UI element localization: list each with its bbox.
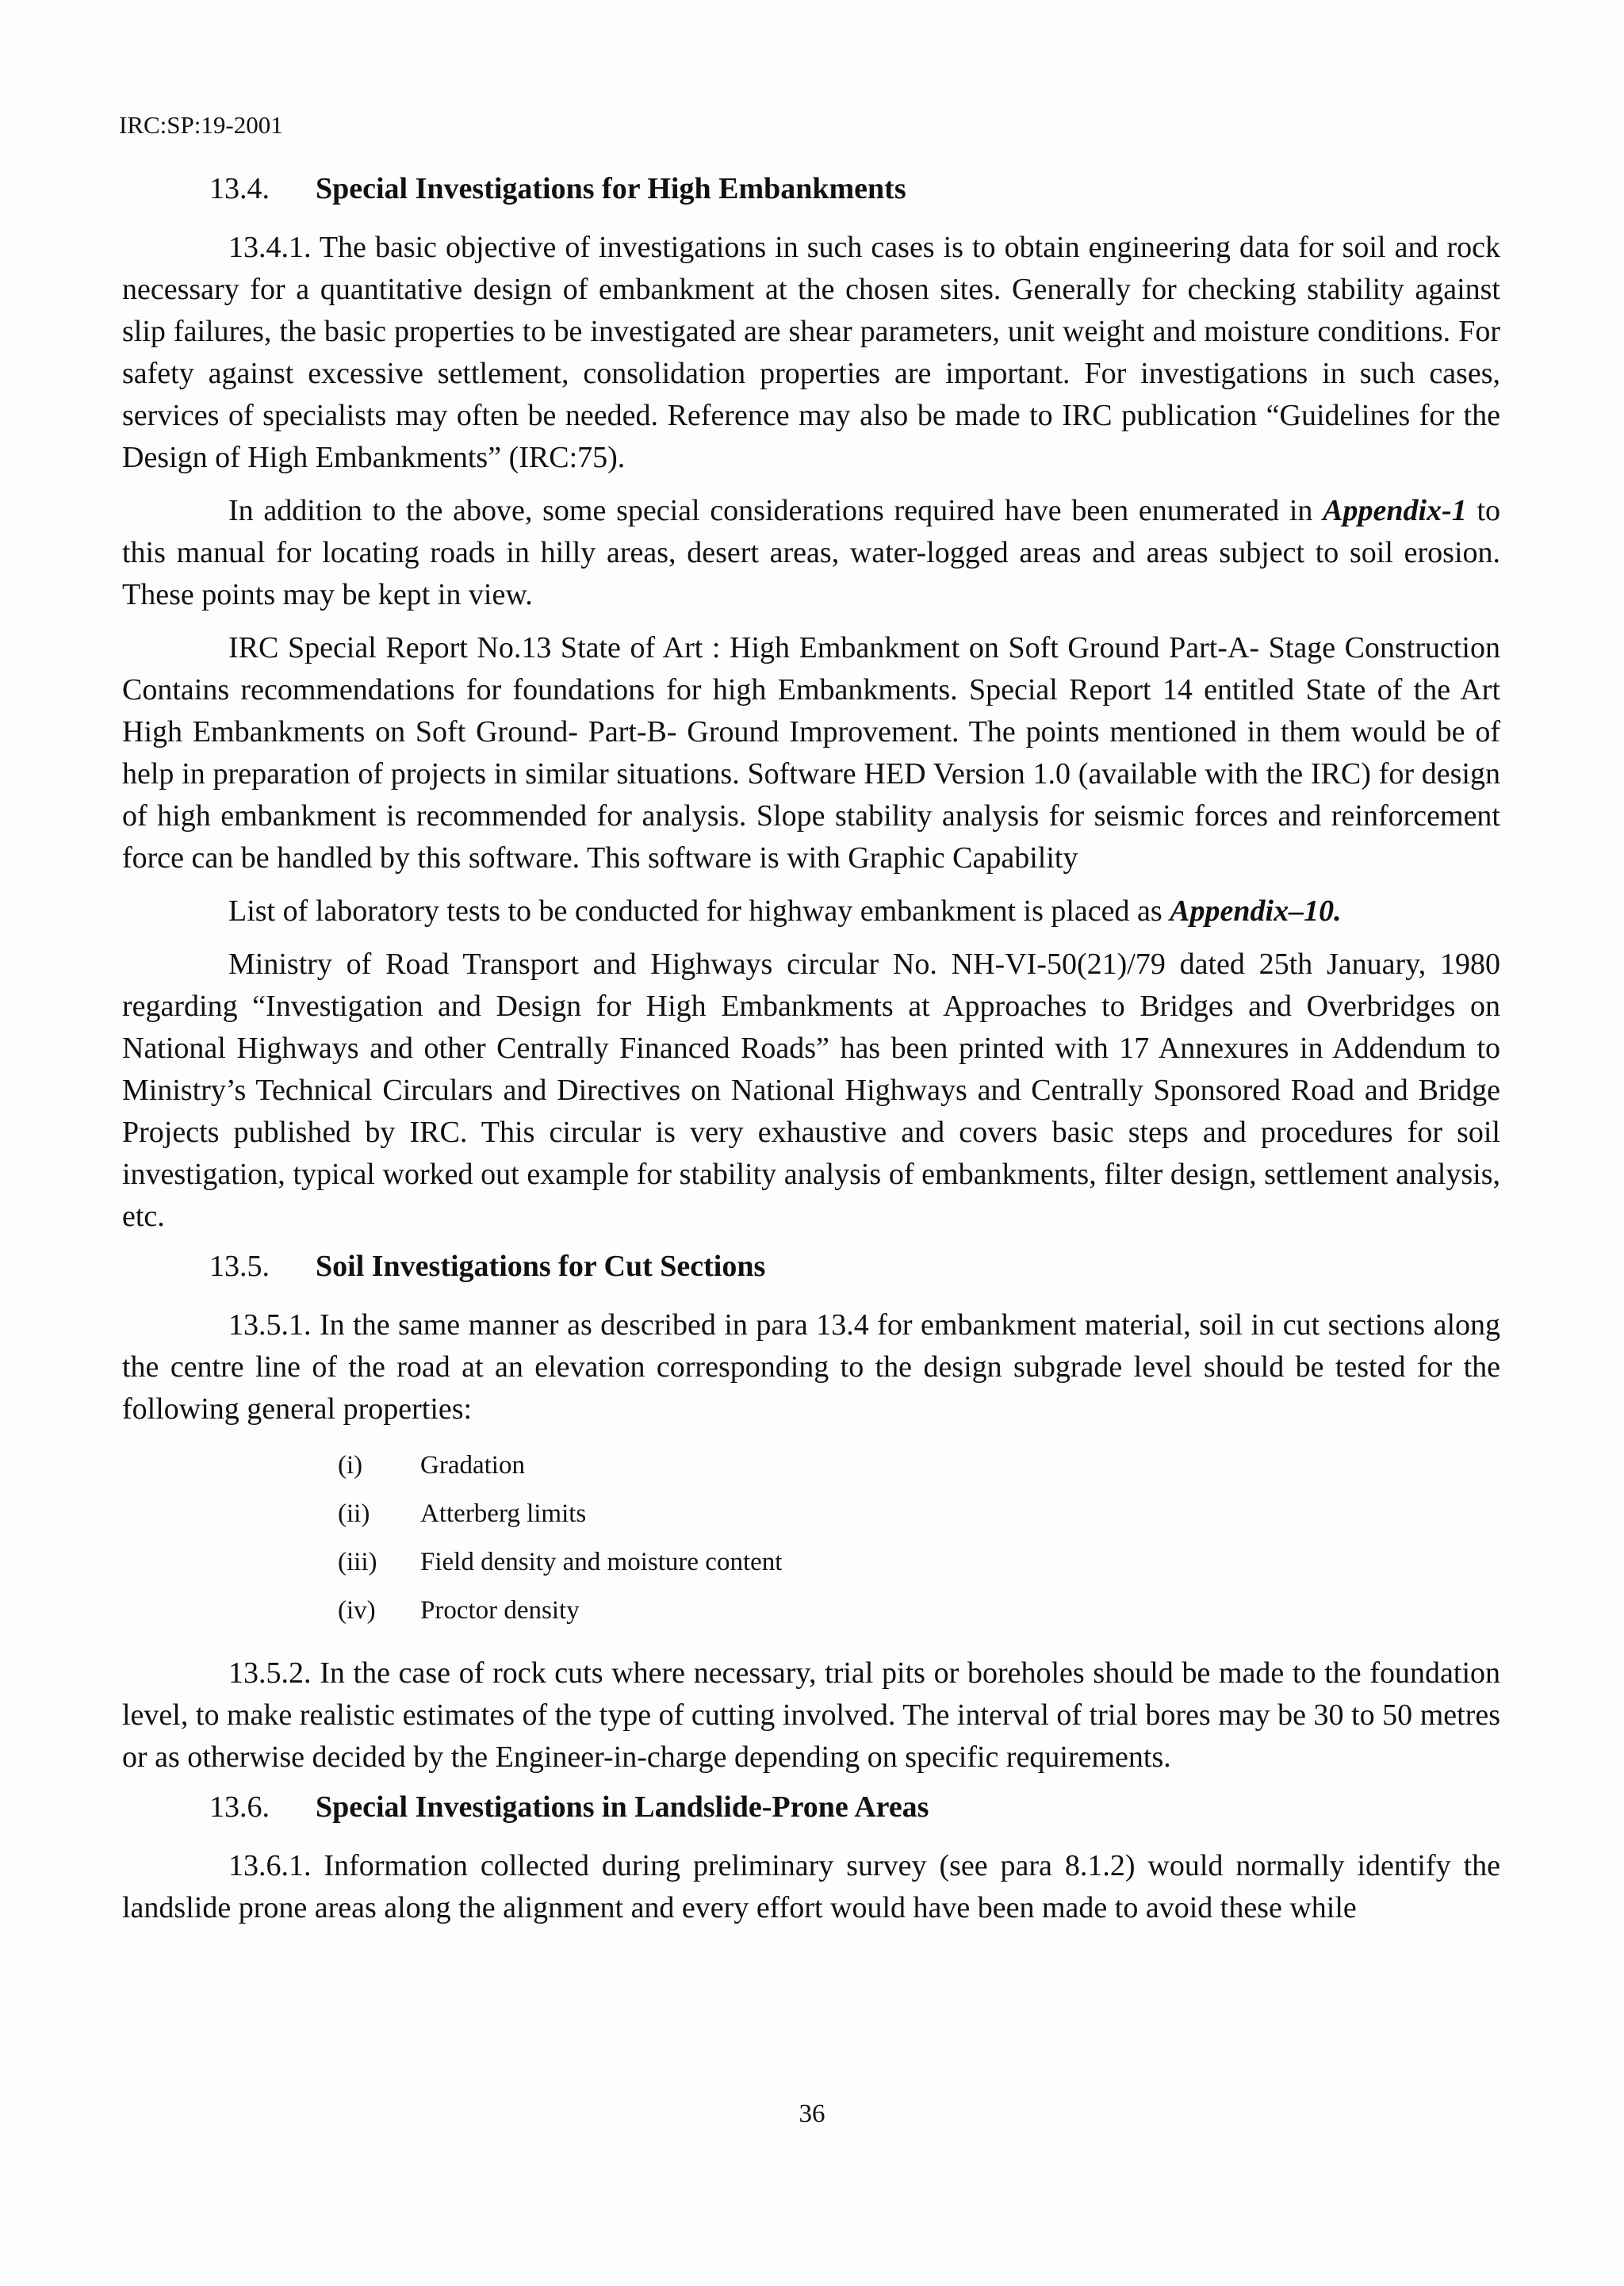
list-marker: (iv) (338, 1596, 376, 1625)
section-number: 13.4. (209, 172, 270, 205)
list-marker: (i) (338, 1451, 363, 1480)
paragraph-text: to this manual for locating roads in hilly areas, desert areas, water-logged areas and areas subject to soil erosion. These points may be kept in view. (122, 494, 1501, 611)
section-number: 13.5. (209, 1250, 270, 1283)
section-heading-13-5 (122, 1249, 1500, 1284)
paragraph-13-5-2: 13.5.2. In the case of rock cuts where necessary, trial pits or boreholes should be made to the foundation level, to make realistic estimates of the type of cutting involved. The interval of trial bores may be 30 to 50 metres or as otherwise decided by the Engineer-in-charge depending on specific requirements. (122, 1656, 1500, 1774)
section-title: Soil Investigations for Cut Sections (316, 1250, 766, 1283)
paragraph-special-report: IRC Special Report No.13 State of Art : High Embankment on Soft Ground Part-A- Stage Construction Contains recommendations for foundations for high Embankments. Special Report 14 entitled State of the Art High Embankments on Soft Ground- Part-B- Ground Improvement. The points mentioned in them would be of help in preparation of projects in similar situations. Software HED Version 1.0 (available with the IRC) for design of high embankment is recommended for analysis. Slope stability analysis for seismic forces and reinforcement force can be handled by this software. This software is with Graphic Capability (122, 631, 1500, 875)
paragraph-13-6-1: 13.6.1. Information collected during preliminary survey (see para 8.1.2) would normally identify the landslide prone areas along the alignment and every effort would have been made to avoid these while (122, 1849, 1500, 1924)
list-marker: (iii) (338, 1548, 377, 1576)
paragraph-13-5-1: 13.5.1. In the same manner as described in para 13.4 for embankment material, soil in cut sections along the centre line of the road at an elevation corresponding to the design subgrade level should be tested for the following general properties: (122, 1308, 1500, 1426)
list-item (338, 1538, 1500, 1587)
page-number: 36 (799, 2100, 825, 2128)
paragraph-lab-tests (122, 890, 1500, 932)
paragraph-text: List of laboratory tests to be conducted for highway embankment is placed as (228, 894, 1170, 928)
paragraph-ministry-circular: Ministry of Road Transport and Highways circular No. NH-VI-50(21)/79 dated 25th January, 1980 regarding “Investigation and Design for High Embankments at Approaches to Bridges and Overbridges on National Highways and other Centrally Financed Roads” has been printed with 17 Annexures in Addendum to Ministry’s Technical Circulars and Directives on National Highways and Centrally Sponsored Road and Bridge Projects published by IRC. This circular is very exhaustive and covers basic steps and procedures for soil investigation, typical worked out example for stability analysis of embankments, filter design, settlement analysis, etc. (122, 948, 1500, 1233)
list-item-text: Atterberg limits (420, 1499, 587, 1528)
appendix-1-reference: Appendix-1 (1323, 494, 1467, 527)
section-title: Special Investigations in Landslide-Prone Areas (316, 1790, 929, 1824)
section-number: 13.6. (209, 1790, 270, 1824)
paragraph-text: In addition to the above, some special considerations required have been enumerated in (228, 494, 1323, 527)
section-heading-13-6 (122, 1790, 1500, 1825)
paragraph-13-4-1: 13.4.1. The basic objective of investigations in such cases is to obtain engineering data for soil and rock necessary for a quantitative design of embankment at the chosen sites. Generally for checking stability against slip failures, the basic properties to be investigated are shear parameters, unit weight and moisture conditions. For safety against excessive settlement, consolidation properties are important. For investigations in such cases, services of specialists may often be needed. Reference may also be made to IRC publication “Guidelines for the Design of High Embankments” (IRC:75). (122, 231, 1500, 474)
list-item-text: Proctor density (420, 1596, 580, 1625)
list-item (338, 1442, 1500, 1490)
list-marker: (ii) (338, 1499, 370, 1528)
list-item (338, 1587, 1500, 1635)
section-title: Special Investigations for High Embankments (316, 172, 906, 205)
document-code: IRC:SP:19-2001 (119, 111, 283, 139)
paragraph-appendix-1-reference (122, 490, 1500, 616)
list-item (338, 1490, 1500, 1538)
section-heading-13-4 (122, 171, 1500, 206)
appendix-10-reference: Appendix–10. (1170, 894, 1342, 928)
list-item-text: Field density and moisture content (420, 1548, 783, 1576)
properties-list (122, 1442, 1500, 1635)
list-item-text: Gradation (420, 1451, 525, 1480)
